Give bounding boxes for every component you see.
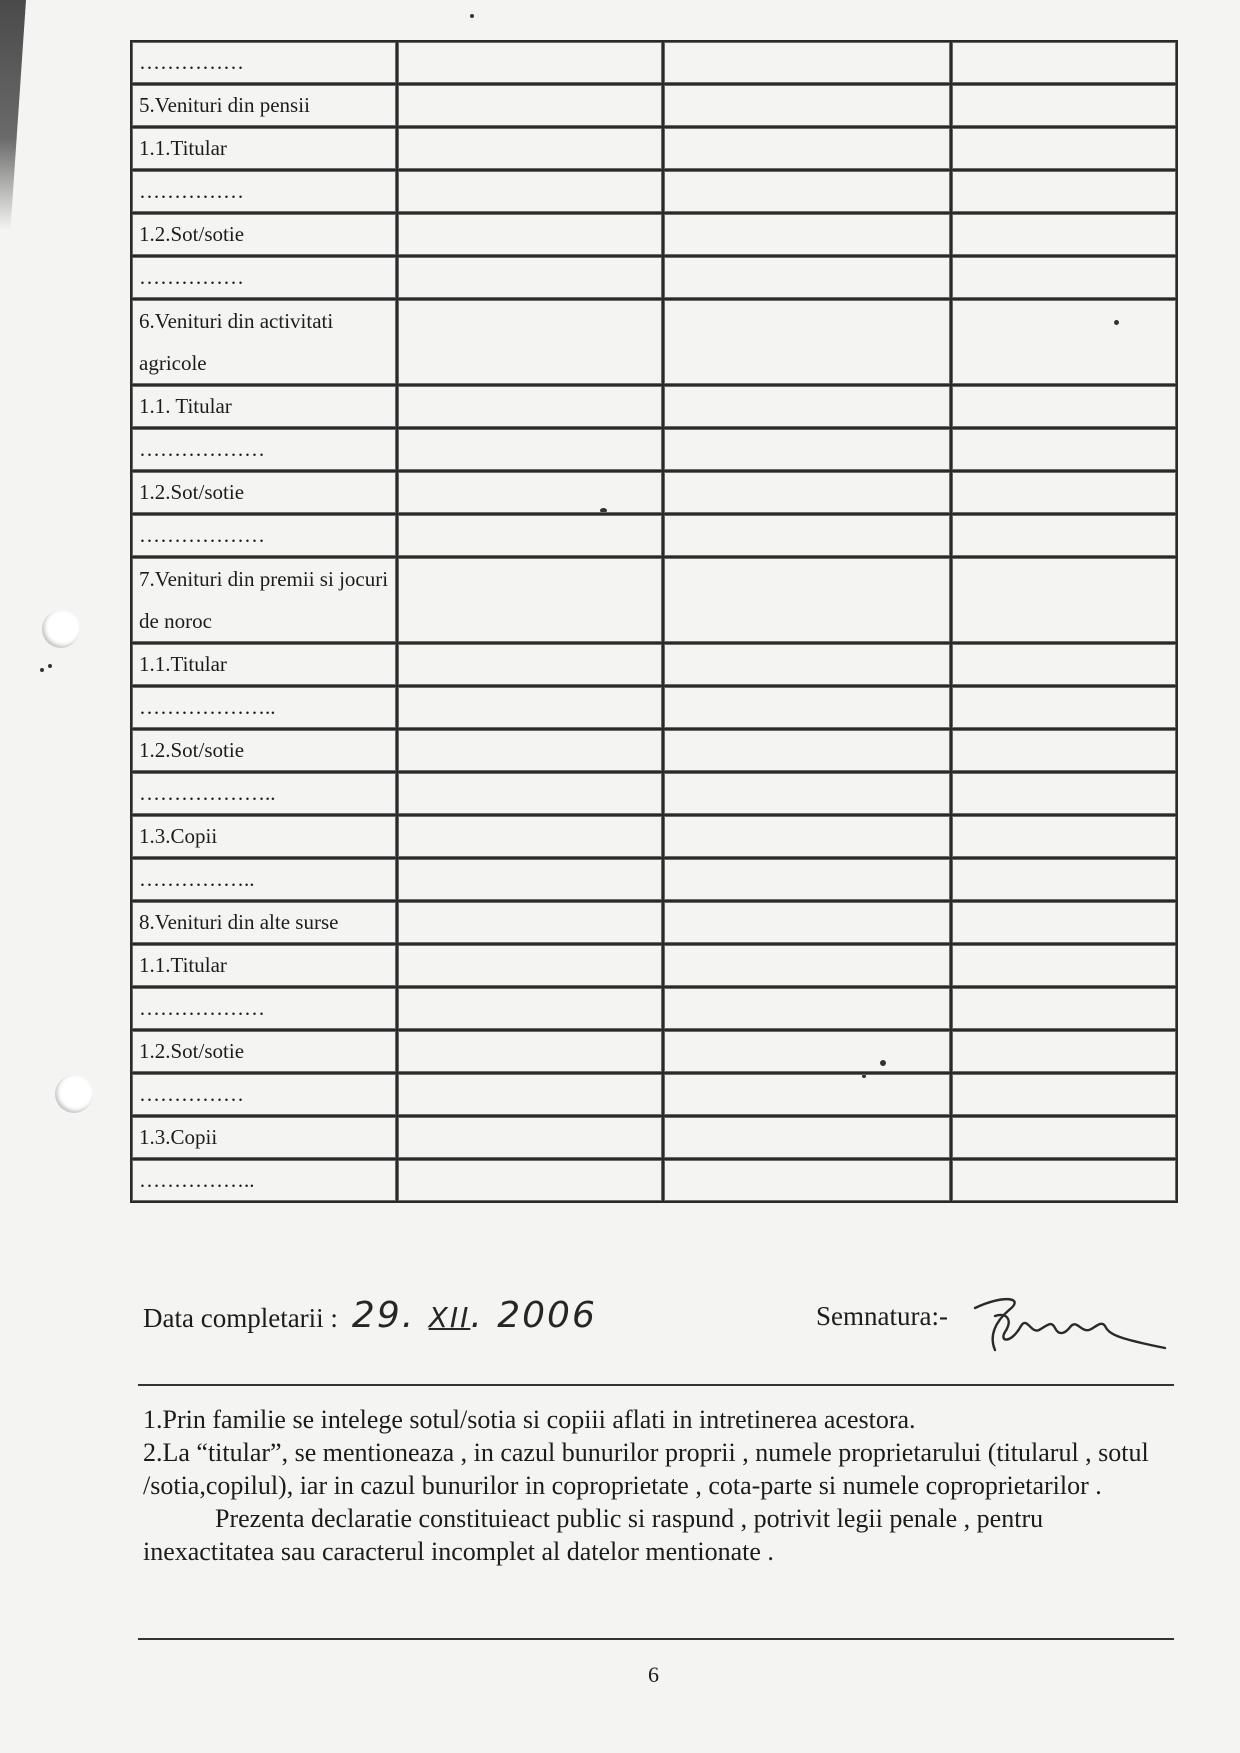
value-cell (951, 170, 1177, 213)
value-cell (397, 127, 663, 170)
value-cell (397, 686, 663, 729)
value-cell (663, 815, 951, 858)
table-row (131, 858, 1177, 901)
value-cell (951, 772, 1177, 815)
row-label-cell: ……………… (131, 428, 397, 471)
value-cell (663, 987, 951, 1030)
value-cell (397, 41, 663, 84)
table-row (131, 471, 1177, 514)
value-cell (663, 1159, 951, 1202)
value-cell (951, 471, 1177, 514)
value-cell (397, 1116, 663, 1159)
value-cell (951, 41, 1177, 84)
table-row (131, 557, 1177, 643)
value-cell (663, 944, 951, 987)
value-cell (951, 815, 1177, 858)
income-table (130, 40, 1178, 1203)
completion-day: 29. (351, 1295, 416, 1336)
table-row (131, 1116, 1177, 1159)
value-cell (663, 557, 951, 643)
table-row (131, 256, 1177, 299)
scan-speck (40, 668, 44, 672)
value-cell (397, 987, 663, 1030)
value-cell (663, 729, 951, 772)
table-row (131, 41, 1177, 84)
value-cell (951, 1073, 1177, 1116)
value-cell (951, 901, 1177, 944)
value-cell (397, 643, 663, 686)
scan-shadow-edge (0, 0, 26, 230)
value-cell (663, 1116, 951, 1159)
value-cell (397, 858, 663, 901)
value-cell (951, 557, 1177, 643)
table-row (131, 987, 1177, 1030)
table-row (131, 1159, 1177, 1202)
row-label-cell: 1.3.Copii (131, 1116, 397, 1159)
value-cell (397, 815, 663, 858)
table-row (131, 686, 1177, 729)
row-label-cell: ……………….. (131, 772, 397, 815)
value-cell (397, 772, 663, 815)
row-label-cell: 5.Venituri din pensii (131, 84, 397, 127)
row-label-cell: …………… (131, 256, 397, 299)
row-label-cell: 8.Venituri din alte surse (131, 901, 397, 944)
table-row (131, 170, 1177, 213)
value-cell (397, 1030, 663, 1073)
punch-hole-top (42, 610, 80, 648)
table-row (131, 643, 1177, 686)
completion-month: XII (428, 1301, 471, 1334)
completion-year: . 2006 (470, 1295, 597, 1336)
table-row (131, 1030, 1177, 1073)
value-cell (951, 987, 1177, 1030)
rule-lower (138, 1638, 1174, 1640)
table-row (131, 901, 1177, 944)
value-cell (397, 729, 663, 772)
row-label-cell: …………….. (131, 858, 397, 901)
row-label-cell: 1.1.Titular (131, 127, 397, 170)
value-cell (951, 385, 1177, 428)
value-cell (663, 385, 951, 428)
punch-hole-bottom (55, 1075, 93, 1113)
value-cell (951, 686, 1177, 729)
row-label-cell: …………… (131, 41, 397, 84)
row-label-cell: 1.2.Sot/sotie (131, 213, 397, 256)
completion-date-label: Data completarii : (143, 1303, 338, 1333)
row-label-cell: 1.2.Sot/sotie (131, 471, 397, 514)
value-cell (397, 256, 663, 299)
value-cell (663, 901, 951, 944)
value-cell (663, 643, 951, 686)
table-row (131, 213, 1177, 256)
value-cell (663, 41, 951, 84)
row-label-cell: 6.Venituri din activitati agricole (131, 299, 397, 385)
row-label-cell: …………… (131, 170, 397, 213)
row-label-cell: 1.1.Titular (131, 944, 397, 987)
row-label-cell: 7.Venituri din premii si jocuri de noroc (131, 557, 397, 643)
page-number: 6 (648, 1662, 659, 1687)
value-cell (397, 1073, 663, 1116)
value-cell (951, 428, 1177, 471)
value-cell (951, 84, 1177, 127)
footnote-family: 1.Prin familie se intelege sotul/sotia si copiii aflati in intretinerea acestora. (143, 1405, 916, 1434)
completion-date-line (143, 1295, 597, 1336)
row-label-cell: ……………… (131, 514, 397, 557)
row-label-cell: 1.3.Copii (131, 815, 397, 858)
value-cell (397, 944, 663, 987)
value-cell (951, 256, 1177, 299)
table-row (131, 84, 1177, 127)
value-cell (397, 557, 663, 643)
value-cell (663, 514, 951, 557)
row-label-cell: 1.2.Sot/sotie (131, 729, 397, 772)
value-cell (951, 127, 1177, 170)
value-cell (397, 299, 663, 385)
row-label-cell: …………… (131, 1073, 397, 1116)
value-cell (663, 772, 951, 815)
value-cell (663, 256, 951, 299)
table-row (131, 428, 1177, 471)
handwritten-signature (965, 1290, 1175, 1360)
row-label-cell: 1.1. Titular (131, 385, 397, 428)
value-cell (397, 471, 663, 514)
value-cell (397, 385, 663, 428)
table-row (131, 729, 1177, 772)
value-cell (951, 299, 1177, 385)
table-row (131, 772, 1177, 815)
value-cell (951, 1159, 1177, 1202)
scan-speck (470, 14, 474, 18)
value-cell (663, 686, 951, 729)
value-cell (663, 428, 951, 471)
row-label-cell: 1.2.Sot/sotie (131, 1030, 397, 1073)
value-cell (397, 428, 663, 471)
scan-speck (48, 664, 52, 668)
value-cell (663, 299, 951, 385)
value-cell (397, 514, 663, 557)
value-cell (663, 84, 951, 127)
row-label-cell: ……………….. (131, 686, 397, 729)
value-cell (951, 729, 1177, 772)
table-row (131, 944, 1177, 987)
value-cell (951, 1030, 1177, 1073)
value-cell (951, 213, 1177, 256)
table-row (131, 514, 1177, 557)
footnotes (143, 1403, 1173, 1568)
income-table-body (131, 41, 1177, 1202)
value-cell (397, 84, 663, 127)
declaration-statement: Prezenta declaratie constituieact public si raspund , potrivit legii penale , pentru inexactitatea sau caracterul incomplet al datelor mentionate . (143, 1504, 1044, 1566)
table-row (131, 385, 1177, 428)
value-cell (663, 127, 951, 170)
completion-date-value (352, 1295, 597, 1336)
value-cell (663, 471, 951, 514)
value-cell (951, 514, 1177, 557)
value-cell (397, 170, 663, 213)
table-row (131, 299, 1177, 385)
table-row (131, 127, 1177, 170)
value-cell (951, 1116, 1177, 1159)
table-row (131, 1073, 1177, 1116)
signature-label: Semnatura:- (816, 1301, 948, 1331)
value-cell (397, 1159, 663, 1202)
value-cell (663, 1030, 951, 1073)
footnote-titular: 2.La “titular”, se mentioneaza , in cazul bunurilor proprii , numele proprietarului (titularul , sotul /sotia,copilul), iar in cazul bunurilor in coproprietate , cota-parte si numele coproprietarilor . (143, 1438, 1149, 1500)
row-label-cell: …………….. (131, 1159, 397, 1202)
value-cell (397, 901, 663, 944)
value-cell (951, 643, 1177, 686)
value-cell (951, 858, 1177, 901)
table-row (131, 815, 1177, 858)
value-cell (663, 858, 951, 901)
value-cell (951, 944, 1177, 987)
value-cell (397, 213, 663, 256)
value-cell (663, 213, 951, 256)
value-cell (663, 170, 951, 213)
value-cell (663, 1073, 951, 1116)
row-label-cell: 1.1.Titular (131, 643, 397, 686)
rule-upper (138, 1384, 1174, 1386)
row-label-cell: ……………… (131, 987, 397, 1030)
